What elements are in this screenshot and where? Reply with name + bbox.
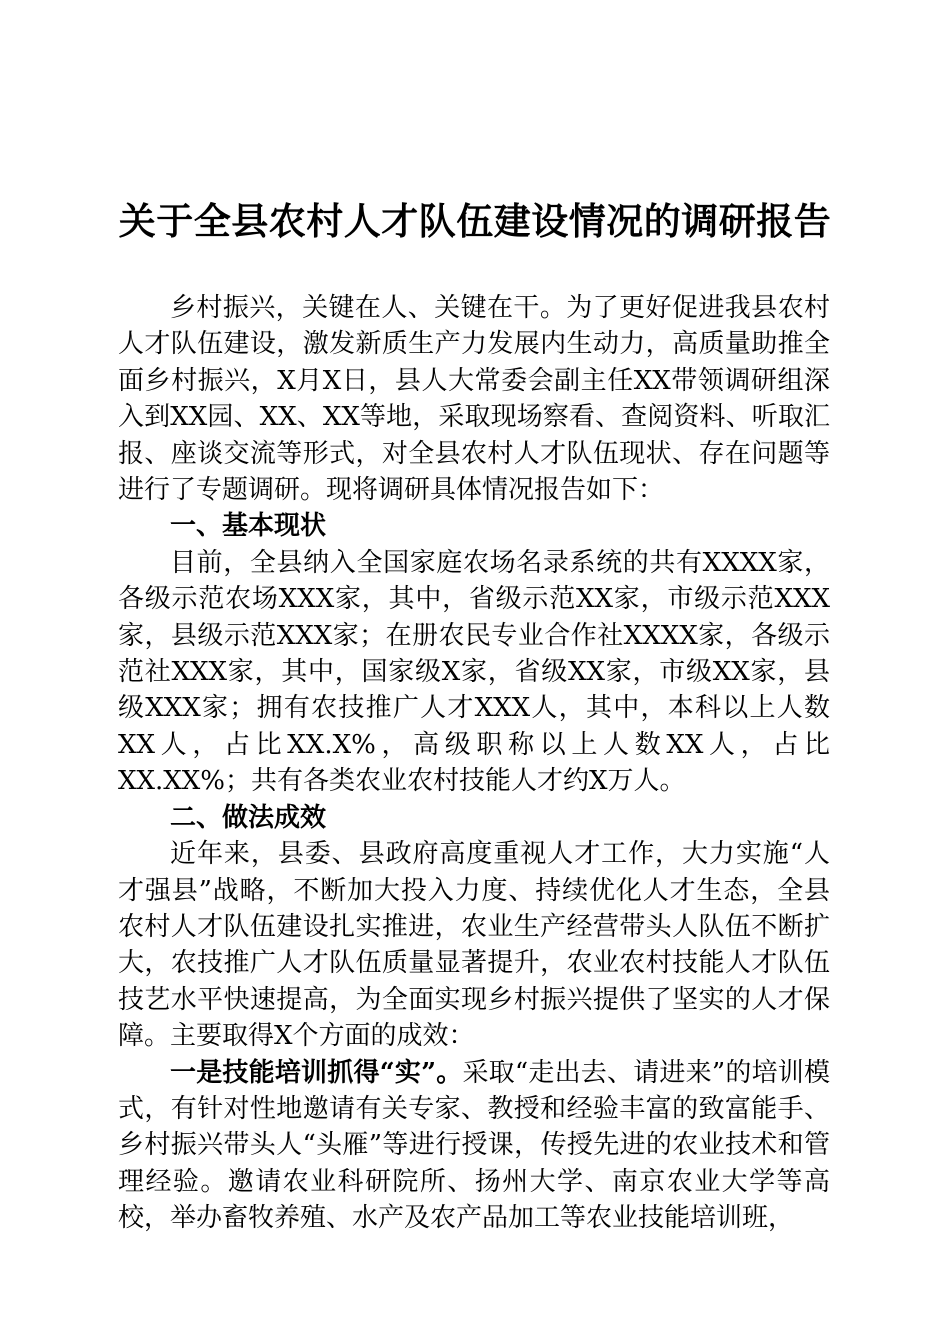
section-heading-practices-results: 二、做法成效 <box>170 802 327 833</box>
training-paragraph <box>118 1055 830 1237</box>
training-lead: 一是技能培训抓得“实”。 <box>170 1057 463 1088</box>
section-heading-basic-status: 一、基本现状 <box>170 511 327 542</box>
training-text: 采取“走出去、请进来”的培训模式，有针对性地邀请有关专家、教授和经验丰富的致富能手、乡村振兴带头人“头雁”等进行授课，传授先进的农业技术和管理经验。邀请农业科研院所、扬州大学、南京农业大学等高校，举办畜牧养殖、水产及农产品加工等农业技能培训班， <box>118 1057 830 1234</box>
document-body <box>118 290 830 1237</box>
document-title: 关于全县农村人才队伍建设情况的调研报告 <box>118 199 832 243</box>
practices-results-paragraph: 近年来，县委、县政府高度重视人才工作，大力实施“人才强县”战略，不断加大投入力度、持续优化人才生态，全县农村人才队伍建设扎实推进，农业生产经营带头人队伍不断扩大，农技推广人才队伍质量显著提升，农业农村技能人才队伍技艺水平快速提高，为全面实现乡村振兴提供了坚实的人才保障。主要取得X个方面的成效： <box>118 839 830 1052</box>
basic-status-paragraph: 目前，全县纳入全国家庭农场名录系统的共有XXXX家，各级示范农场XXX家，其中，省级示范XX家，市级示范XXX家，县级示范XXX家；在册农民专业合作社XXXX家，各级示范社XXX家，其中，国家级X家，省级XX家，市级XX家，县级XXX家；拥有农技推广人才XXX人，其中，本科以上人数XX人，占比XX.X%，高级职称以上人数XX人，占比XX.XX%；共有各类农业农村技能人才约X万人。 <box>118 547 830 797</box>
intro-paragraph: 乡村振兴，关键在人、关键在干。为了更好促进我县农村人才队伍建设，激发新质生产力发展内生动力，高质量助推全面乡村振兴，X月X日，县人大常委会副主任XX带领调研组深入到XX园、XX、XX等地，采取现场察看、查阅资料、听取汇报、座谈交流等形式，对全县农村人才队伍现状、存在问题等进行了专题调研。现将调研具体情况报告如下： <box>118 293 830 506</box>
